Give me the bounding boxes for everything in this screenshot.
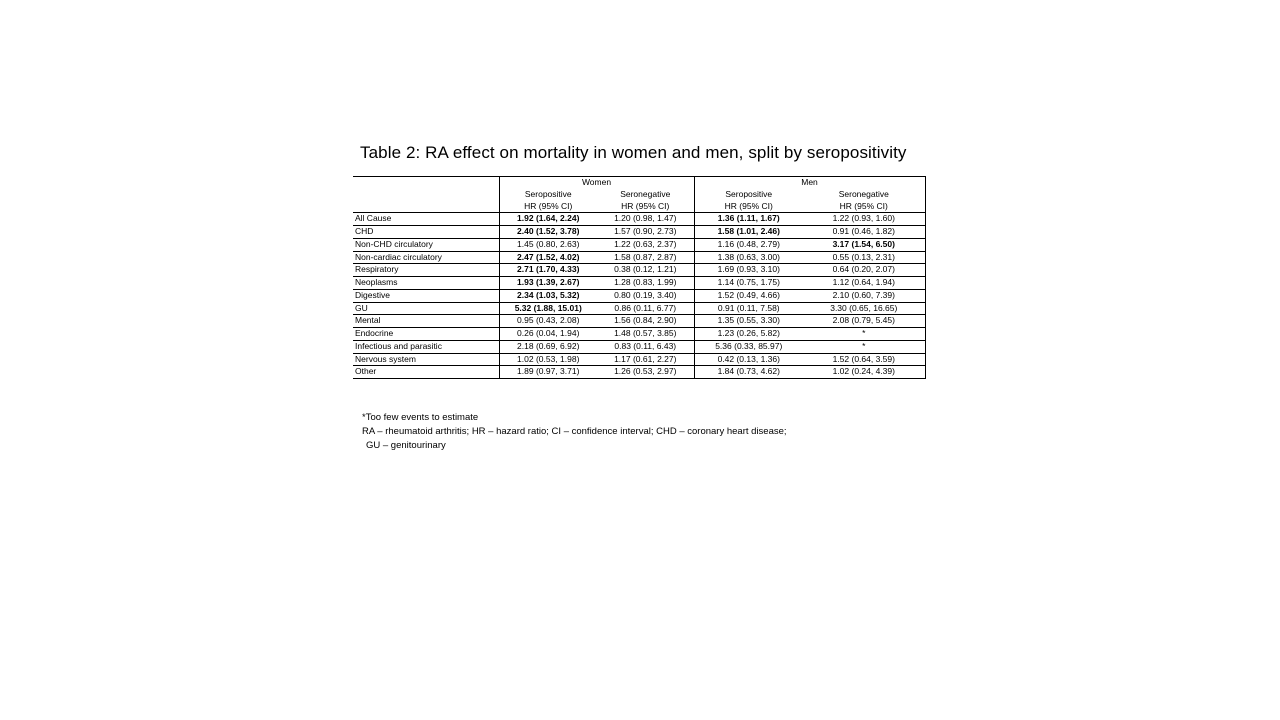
table-sub-header-row [353, 189, 925, 201]
row-label: Infectious and parasitic [353, 340, 499, 353]
row-value-women-seropositive: 0.26 (0.04, 1.94) [499, 328, 597, 341]
row-label: Nervous system [353, 353, 499, 366]
row-value-men-seronegative: 0.91 (0.46, 1.82) [803, 226, 925, 239]
row-value-women-seronegative: 0.86 (0.11, 6.77) [597, 302, 694, 315]
measure-header-women-seronegative: HR (95% CI) [597, 201, 694, 213]
row-value-women-seronegative: 1.57 (0.90, 2.73) [597, 226, 694, 239]
table-row [353, 251, 925, 264]
row-label: Endocrine [353, 328, 499, 341]
row-value-men-seronegative: 1.22 (0.93, 1.60) [803, 213, 925, 226]
row-value-women-seropositive: 1.45 (0.80, 2.63) [499, 238, 597, 251]
row-label: Mental [353, 315, 499, 328]
row-value-men-seropositive: 1.69 (0.93, 3.10) [694, 264, 803, 277]
table-row [353, 289, 925, 302]
table-measure-header-row [353, 201, 925, 213]
table-body [353, 213, 925, 379]
row-value-men-seronegative: * [803, 340, 925, 353]
row-label: Other [353, 366, 499, 379]
table-row [353, 340, 925, 353]
table-row [353, 328, 925, 341]
row-value-men-seropositive: 1.14 (0.75, 1.75) [694, 277, 803, 290]
row-value-women-seropositive: 5.32 (1.88, 15.01) [499, 302, 597, 315]
mortality-table-container [353, 176, 925, 379]
row-label: GU [353, 302, 499, 315]
subheader-men-seronegative: Seronegative [803, 189, 925, 201]
row-value-women-seronegative: 0.83 (0.11, 6.43) [597, 340, 694, 353]
table-group-header-row [353, 177, 925, 189]
row-label: CHD [353, 226, 499, 239]
table-row [353, 226, 925, 239]
page-title: Table 2: RA effect on mortality in women and men, split by seropositivity [360, 143, 907, 162]
row-value-men-seropositive: 1.58 (1.01, 2.46) [694, 226, 803, 239]
row-value-men-seronegative: * [803, 328, 925, 341]
measure-header-men-seronegative: HR (95% CI) [803, 201, 925, 213]
row-label: Respiratory [353, 264, 499, 277]
row-value-men-seronegative: 1.52 (0.64, 3.59) [803, 353, 925, 366]
row-value-men-seropositive: 1.38 (0.63, 3.00) [694, 251, 803, 264]
row-value-women-seropositive: 2.40 (1.52, 3.78) [499, 226, 597, 239]
row-value-men-seropositive: 0.91 (0.11, 7.58) [694, 302, 803, 315]
row-value-women-seronegative: 1.58 (0.87, 2.87) [597, 251, 694, 264]
row-label: Digestive [353, 289, 499, 302]
row-label: Non-CHD circulatory [353, 238, 499, 251]
row-value-men-seropositive: 1.23 (0.26, 5.82) [694, 328, 803, 341]
subheader-blank-cell [353, 189, 499, 201]
table-row [353, 315, 925, 328]
row-value-women-seronegative: 1.22 (0.63, 2.37) [597, 238, 694, 251]
table-row [353, 366, 925, 379]
row-value-men-seropositive: 1.35 (0.55, 3.30) [694, 315, 803, 328]
row-value-men-seronegative: 3.30 (0.65, 16.65) [803, 302, 925, 315]
row-value-women-seronegative: 0.38 (0.12, 1.21) [597, 264, 694, 277]
footnote-asterisk: *Too few events to estimate [362, 412, 479, 423]
row-value-men-seronegative: 2.10 (0.60, 7.39) [803, 289, 925, 302]
row-value-women-seropositive: 2.71 (1.70, 4.33) [499, 264, 597, 277]
table-row [353, 302, 925, 315]
subheader-women-seropositive: Seropositive [499, 189, 597, 201]
table-row [353, 353, 925, 366]
row-value-men-seronegative: 2.08 (0.79, 5.45) [803, 315, 925, 328]
row-value-women-seronegative: 1.26 (0.53, 2.97) [597, 366, 694, 379]
corner-cell [353, 177, 499, 189]
footnote-abbreviations: RA – rheumatoid arthritis; HR – hazard ratio; CI – confidence interval; CHD – coronary heart disease; [362, 425, 787, 437]
row-value-men-seropositive: 0.42 (0.13, 1.36) [694, 353, 803, 366]
row-value-men-seropositive: 1.52 (0.49, 4.66) [694, 289, 803, 302]
row-value-women-seropositive: 2.18 (0.69, 6.92) [499, 340, 597, 353]
row-value-women-seropositive: 1.89 (0.97, 3.71) [499, 366, 597, 379]
footnotes [362, 411, 787, 452]
row-value-men-seronegative: 3.17 (1.54, 6.50) [803, 238, 925, 251]
table-row [353, 264, 925, 277]
row-value-men-seropositive: 1.84 (0.73, 4.62) [694, 366, 803, 379]
row-value-women-seronegative: 1.28 (0.83, 1.99) [597, 277, 694, 290]
mortality-table [353, 176, 926, 379]
row-value-women-seronegative: 0.80 (0.19, 3.40) [597, 289, 694, 302]
row-value-men-seronegative: 1.12 (0.64, 1.94) [803, 277, 925, 290]
row-value-men-seropositive: 1.16 (0.48, 2.79) [694, 238, 803, 251]
measure-blank-cell [353, 201, 499, 213]
row-value-men-seronegative: 0.64 (0.20, 2.07) [803, 264, 925, 277]
row-value-men-seronegative: 0.55 (0.13, 2.31) [803, 251, 925, 264]
row-value-women-seropositive: 2.34 (1.03, 5.32) [499, 289, 597, 302]
row-label: Non-cardiac circulatory [353, 251, 499, 264]
table-row [353, 213, 925, 226]
row-value-men-seropositive: 1.36 (1.11, 1.67) [694, 213, 803, 226]
table-row [353, 238, 925, 251]
group-header-women: Women [499, 177, 694, 189]
row-label: All Cause [353, 213, 499, 226]
row-value-women-seronegative: 1.17 (0.61, 2.27) [597, 353, 694, 366]
footnote-abbreviations-cont: GU – genitourinary [366, 439, 446, 451]
subheader-men-seropositive: Seropositive [725, 188, 773, 199]
row-value-women-seronegative: 1.20 (0.98, 1.47) [597, 213, 694, 226]
row-value-men-seropositive: 5.36 (0.33, 85.97) [694, 340, 803, 353]
subheader-women-seronegative: Seronegative [597, 189, 694, 201]
row-label: Neoplasms [353, 277, 499, 290]
row-value-women-seropositive: 1.02 (0.53, 1.98) [499, 353, 597, 366]
row-value-men-seronegative: 1.02 (0.24, 4.39) [803, 366, 925, 379]
row-value-women-seropositive: 2.47 (1.52, 4.02) [499, 251, 597, 264]
row-value-women-seropositive: 1.93 (1.39, 2.67) [499, 277, 597, 290]
row-value-women-seronegative: 1.48 (0.57, 3.85) [597, 328, 694, 341]
row-value-women-seronegative: 1.56 (0.84, 2.90) [597, 315, 694, 328]
row-value-women-seropositive: 0.95 (0.43, 2.08) [499, 315, 597, 328]
row-value-women-seropositive: 1.92 (1.64, 2.24) [499, 213, 597, 226]
measure-header-women-seropositive: HR (95% CI) [499, 201, 597, 213]
group-header-men: Men [694, 177, 925, 189]
table-row [353, 277, 925, 290]
measure-header-men-seropositive: HR (95% CI) [694, 201, 803, 213]
